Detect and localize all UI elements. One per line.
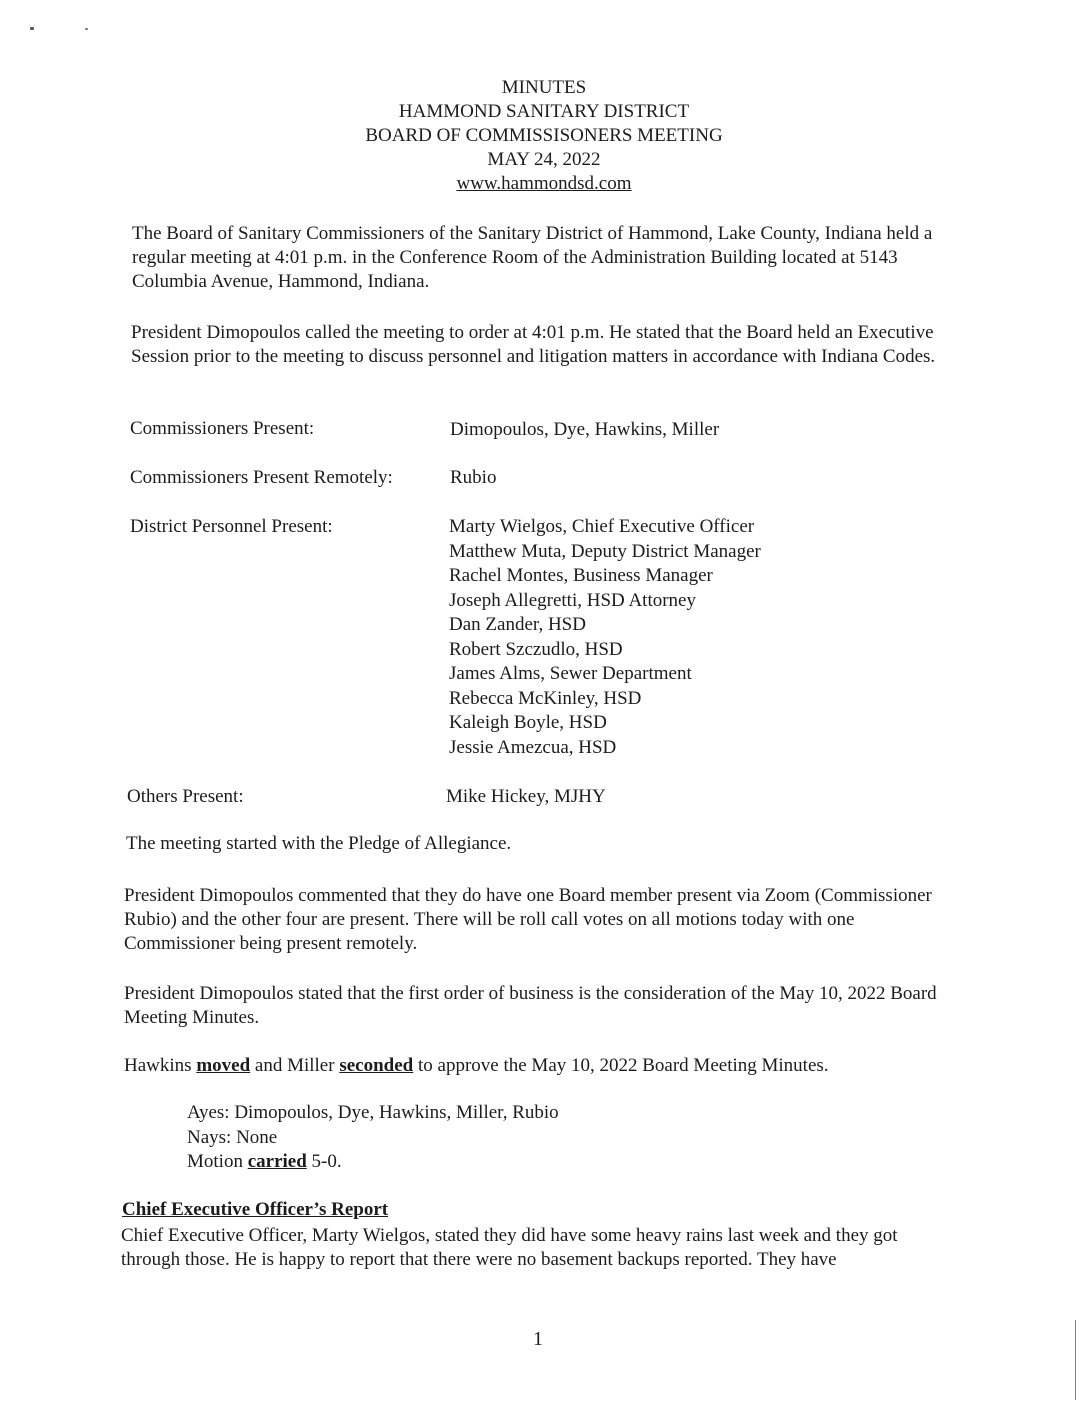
others-present-label: Others Present: [127,786,244,807]
nays-line: Nays: None [187,1126,278,1148]
list-item: Jessie Amezcua, HSD [449,736,617,758]
list-item: Kaleigh Boyle, HSD [449,712,607,733]
commissioners-present-label: Commissioners Present: [130,418,315,439]
list-item: James Alms, Sewer Department [449,663,692,684]
zoom-attendance-paragraph: President Dimopoulos commented that they do have one Board member present via Zoom (Commissioner Rubio) and the other four are present. There will be roll call votes on all motions today with one Commissioner being present remotely. [124,885,932,954]
district-personnel-list [449,515,761,760]
seconded-keyword: seconded [339,1055,414,1076]
call-to-order-paragraph: President Dimopoulos called the meeting to order at 4:01 p.m. He stated that the Board held an Executive Session prior to the meeting to discuss personnel and litigation matters in accordance with Indiana Codes. [131,322,936,367]
header-website-link[interactable]: www.hammondsd.com [456,173,632,194]
moved-keyword: moved [196,1055,251,1076]
list-item: Marty Wielgos, Chief Executive Officer [449,516,755,537]
ayes-line: Ayes: Dimopoulos, Dye, Hawkins, Miller, Rubio [187,1102,559,1123]
pledge-paragraph: The meeting started with the Pledge of Allegiance. [126,833,512,854]
header-title: MINUTES [501,77,587,98]
motion-paragraph [124,1054,964,1078]
scan-speck [85,28,88,30]
list-item: Dan Zander, HSD [449,614,586,635]
district-personnel-label: District Personnel Present: [130,516,333,537]
motion-text: Hawkins [124,1055,197,1076]
motion-text: to approve the May 10, 2022 Board Meeting Minutes. [413,1055,829,1076]
motion-result-line [187,1150,559,1175]
others-present-value: Mike Hickey, MJHY [446,786,606,807]
ceo-report-paragraph: Chief Executive Officer, Marty Wielgos, stated they did have some heavy rains last week and they got through those. He is happy to report that there were no basement backups reported. They have [121,1225,898,1270]
scan-speck [30,27,34,30]
motion-result-text: 5-0. [306,1151,342,1172]
remote-commissioners-label: Commissioners Present Remotely: [130,467,393,488]
remote-commissioners-value: Rubio [450,467,497,488]
motion-result-text: Motion [187,1151,248,1172]
list-item: Joseph Allegretti, HSD Attorney [449,589,696,611]
header-organization: HAMMOND SANITARY DISTRICT [398,101,690,122]
list-item: Matthew Muta, Deputy District Manager [449,540,761,562]
motion-text: and Miller [250,1055,340,1076]
document-header [244,76,844,196]
carried-keyword: carried [247,1151,307,1172]
intro-paragraph: The Board of Sanitary Commissioners of the Sanitary District of Hammond, Lake County, Indiana held a regular meeting at 4:01 p.m. in the Conference Room of the Administration Building located at 5143 Columbia Avenue, Hammond, Indiana. [132,223,933,292]
page-number: 1 [533,1328,543,1350]
list-item: Rachel Montes, Business Manager [449,565,713,586]
ceo-report-heading: Chief Executive Officer’s Report [122,1199,389,1220]
list-item: Rebecca McKinley, HSD [449,687,642,709]
vote-results [187,1101,559,1175]
order-of-business-paragraph: President Dimopoulos stated that the first order of business is the consideration of the May 10, 2022 Board Meeting Minutes. [124,983,937,1028]
list-item: Robert Szczudlo, HSD [449,638,623,660]
header-date: MAY 24, 2022 [487,149,601,170]
commissioners-present-value: Dimopoulos, Dye, Hawkins, Miller [450,419,720,440]
header-meeting-name: BOARD OF COMMISSISONERS MEETING [365,125,723,146]
scan-edge-line [1075,1320,1076,1400]
